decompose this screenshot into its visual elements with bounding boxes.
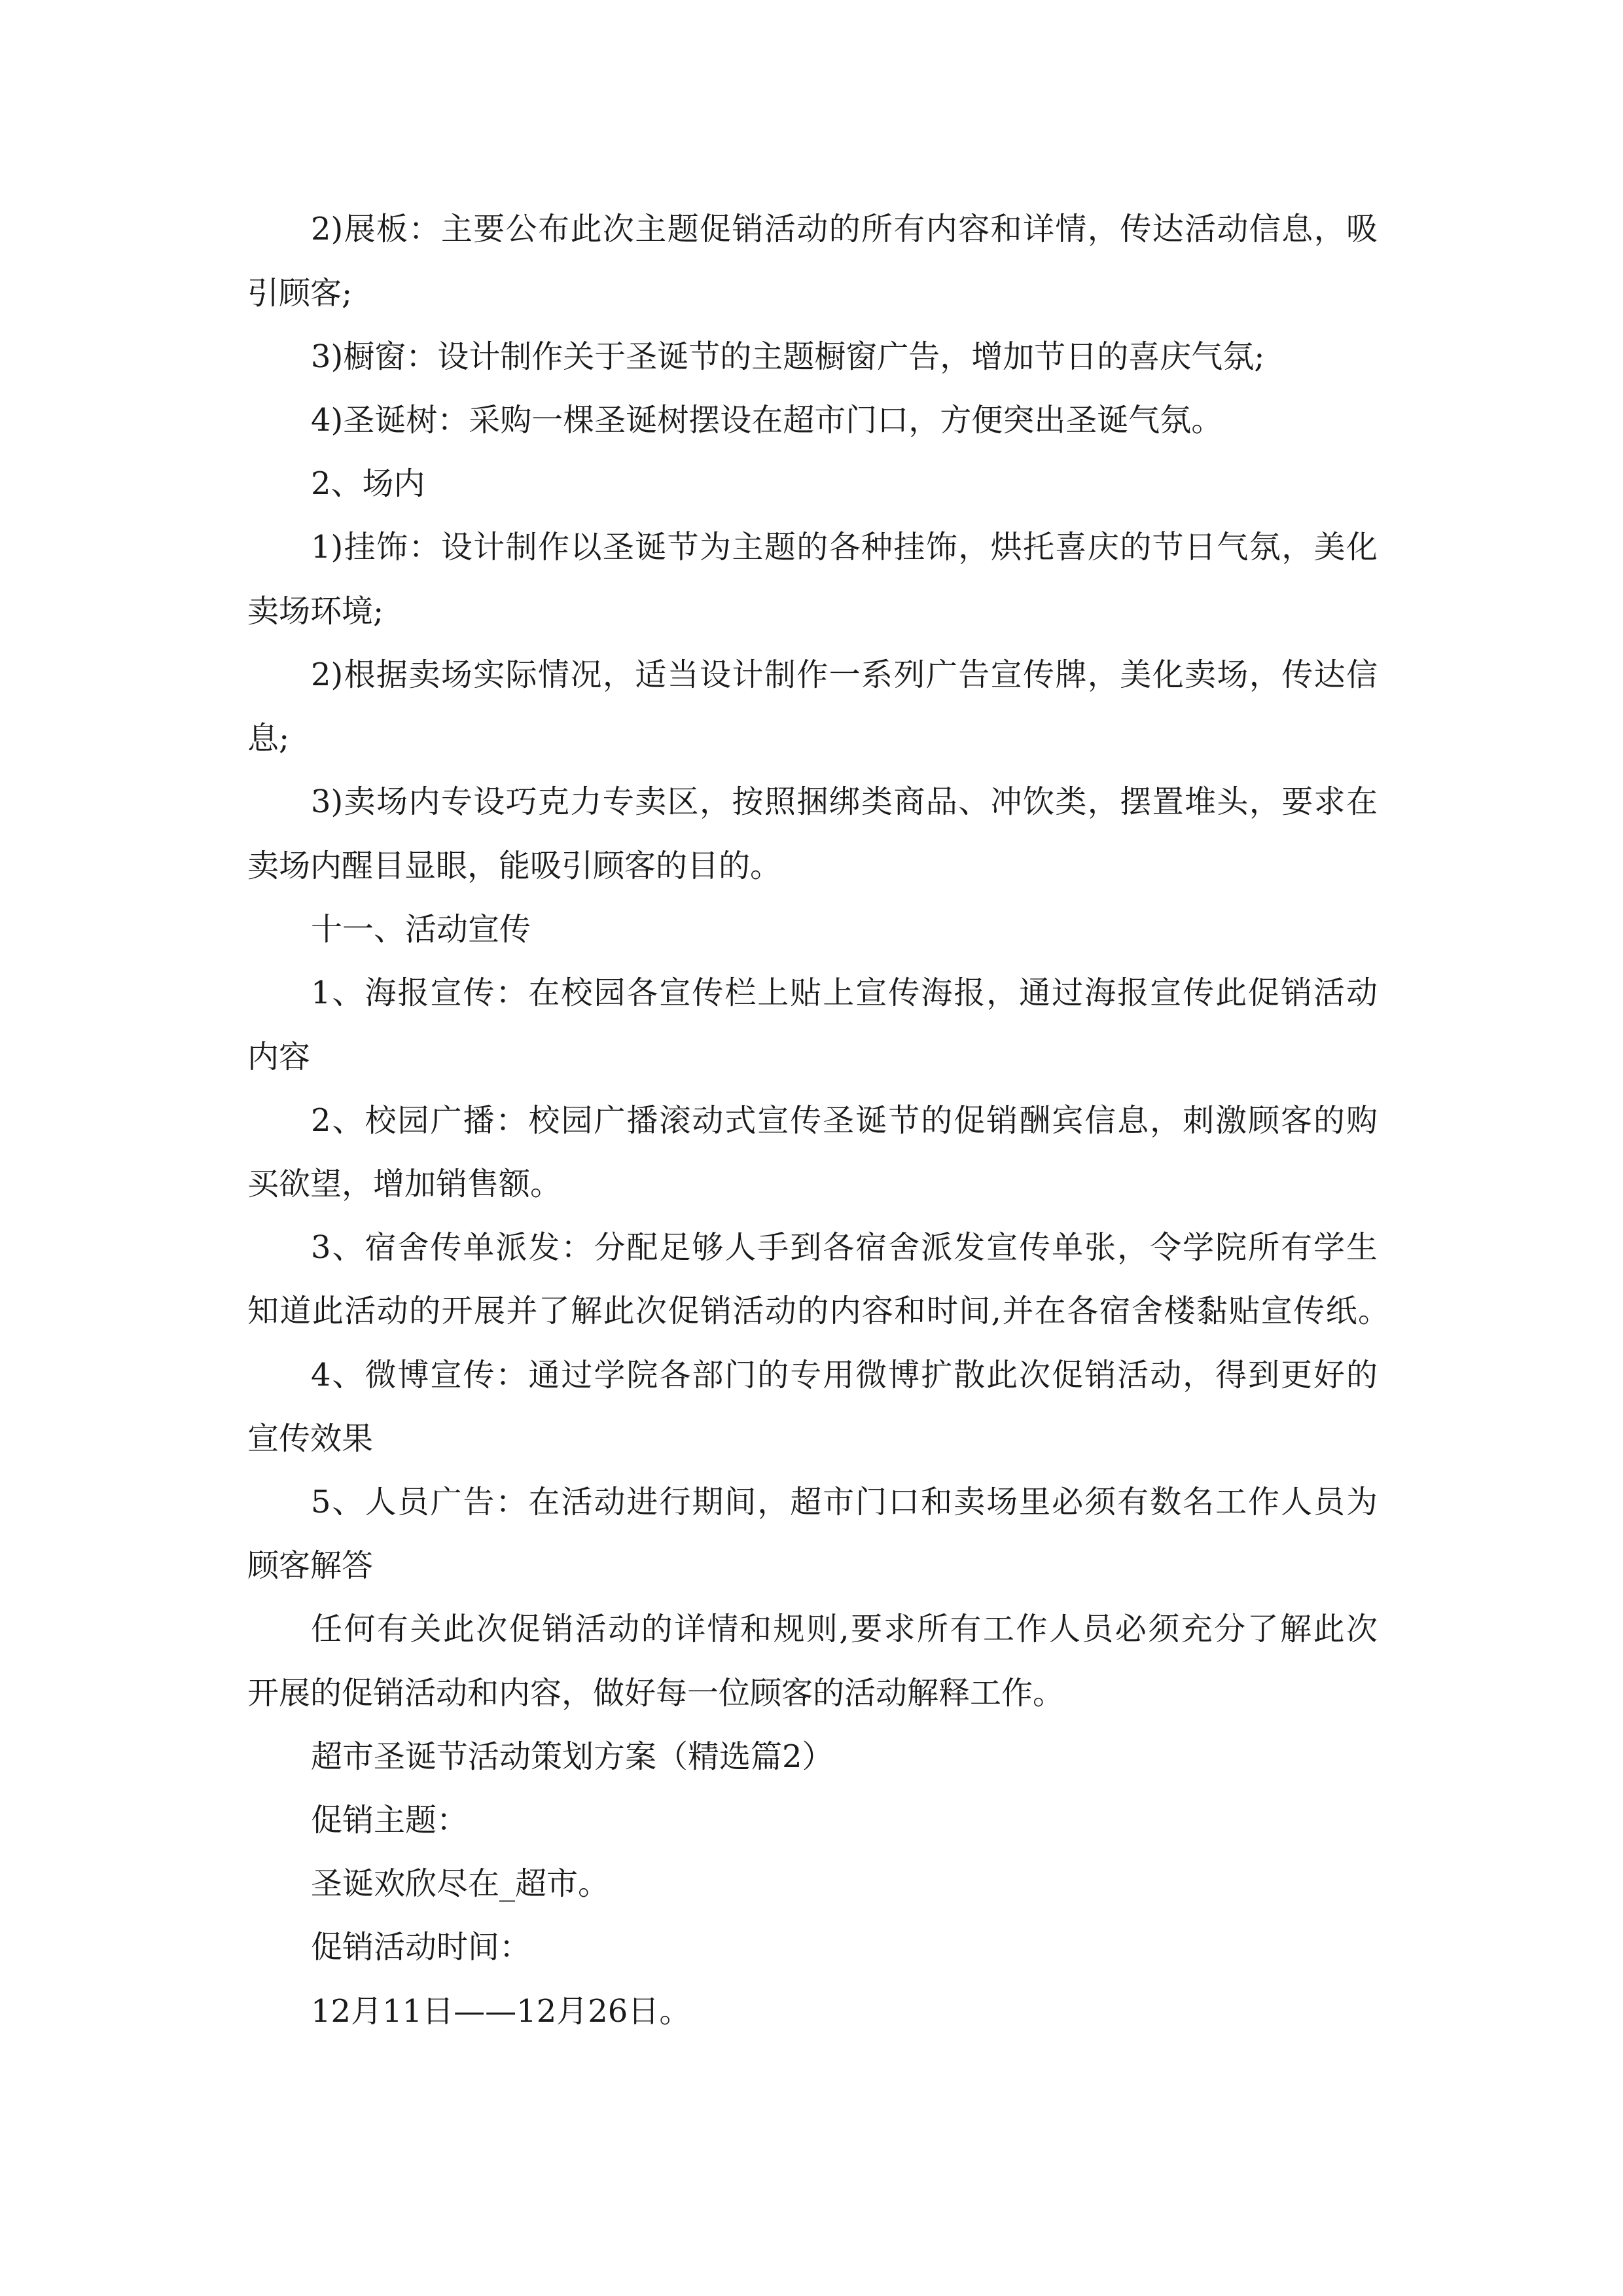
text-line: 顾客解答 [247, 1547, 374, 1584]
text-line: 3、宿舍传单派发：分配足够人手到各宿舍派发宣传单张，令学院所有学生 [311, 1229, 1378, 1266]
section-heading: 2、场内 [311, 465, 425, 502]
text-line: 1、海报宣传：在校园各宣传栏上贴上宣传海报，通过海报宣传此促销活动 [311, 975, 1378, 1011]
text-line: 2、校园广播：校园广播滚动式宣传圣诞节的促销酬宾信息，刺激顾客的购 [311, 1102, 1378, 1139]
text-line: 促销活动时间： [311, 1929, 531, 1965]
text-line: 2)根据卖场实际情况，适当设计制作一系列广告宣传牌，美化卖场，传达信 [311, 656, 1378, 693]
text-line: 知道此活动的开展并了解此次促销活动的内容和时间,并在各宿舍楼黏贴宣传纸。 [247, 1293, 1389, 1329]
text-line: 2)展板：主要公布此次主题促销活动的所有内容和详情，传达活动信息，吸 [311, 211, 1378, 247]
text-line: 4、微博宣传：通过学院各部门的专用微博扩散此次促销活动，得到更好的 [311, 1357, 1378, 1393]
text-line: 开展的促销活动和内容，做好每一位顾客的活动解释工作。 [247, 1675, 1065, 1712]
text-line: 1)挂饰：设计制作以圣诞节为主题的各种挂饰，烘托喜庆的节日气氛，美化 [311, 529, 1378, 565]
text-line: 3)卖场内专设巧克力专卖区，按照捆绑类商品、冲饮类，摆置堆头，要求在 [311, 783, 1378, 820]
text-line: 促销主题： [311, 1802, 469, 1839]
text-line: 任何有关此次促销活动的详情和规则,要求所有工作人员必须充分了解此次 [311, 1611, 1378, 1647]
text-line: 圣诞欢欣尽在_超市。 [311, 1865, 610, 1902]
text-line: 3)橱窗：设计制作关于圣诞节的主题橱窗广告，增加节日的喜庆气氛; [311, 338, 1265, 375]
text-line: 内容 [247, 1039, 311, 1075]
section-heading: 超市圣诞节活动策划方案（精选篇2） [311, 1738, 834, 1775]
text-line: 卖场环境; [247, 593, 384, 630]
text-line: 息; [247, 720, 290, 757]
text-line: 4)圣诞树：采购一棵圣诞树摆设在超市门口，方便突出圣诞气氛。 [311, 402, 1223, 439]
text-line: 5、人员广告：在活动进行期间，超市门口和卖场里必须有数名工作人员为 [311, 1484, 1378, 1520]
text-line: 宣传效果 [247, 1420, 374, 1457]
text-line: 12月11日——12月26日。 [311, 1993, 691, 2030]
section-heading: 十一、活动宣传 [311, 911, 531, 948]
text-line: 引顾客; [247, 275, 353, 312]
text-line: 卖场内醒目显眼，能吸引顾客的目的。 [247, 848, 782, 884]
text-line: 买欲望，增加销售额。 [247, 1166, 562, 1202]
